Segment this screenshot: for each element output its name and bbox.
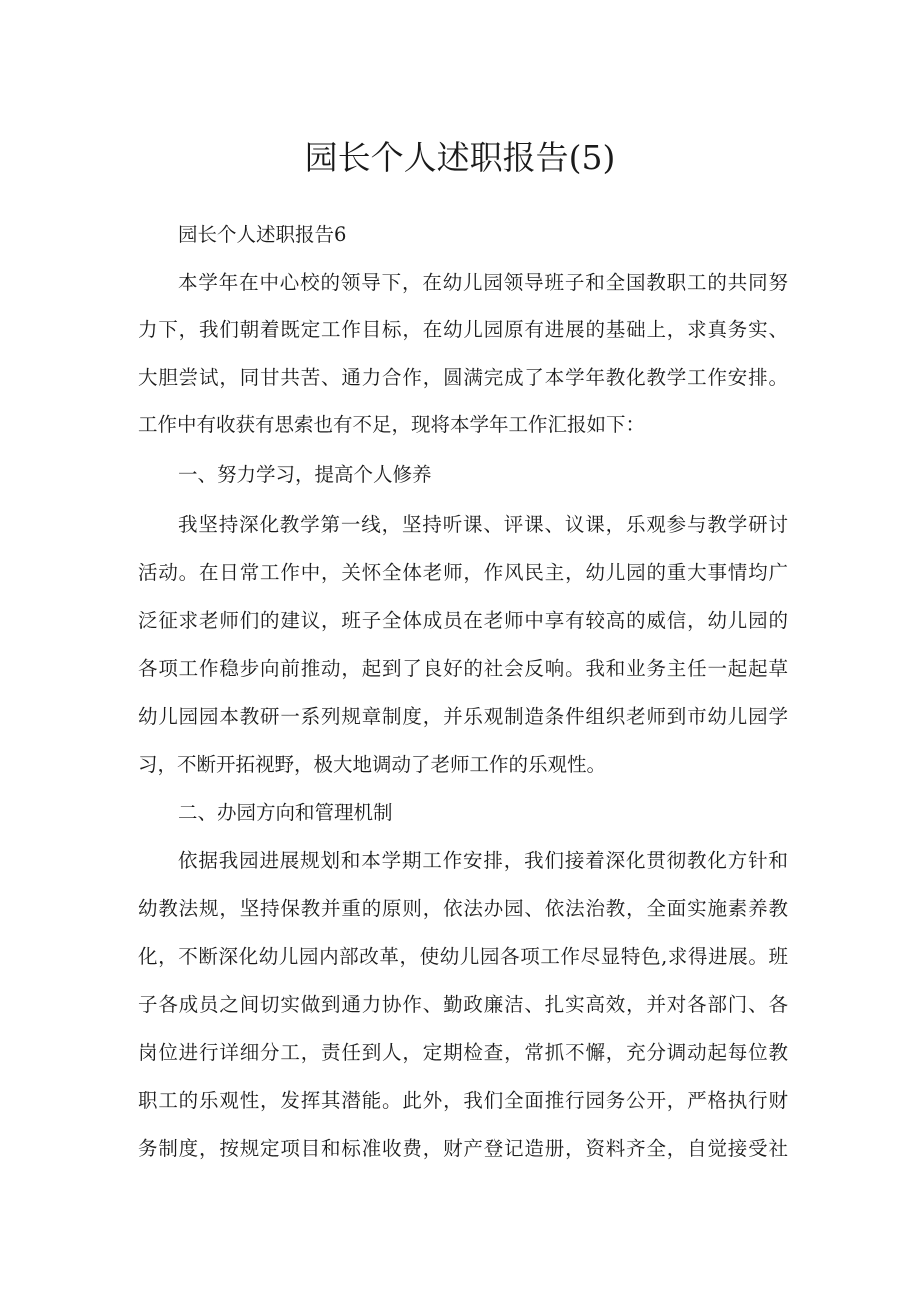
- paragraph-line: 幼儿园园本教研一系列规章制度，并乐观制造条件组织老师到市幼儿园学: [138, 705, 788, 728]
- section-heading: 二、办园方向和管理机制: [178, 801, 393, 824]
- paragraph-line: 本学年在中心校的领导下，在幼儿园领导班子和全国教职工的共同努: [178, 271, 788, 294]
- paragraph-line: 务制度，按规定项目和标准收费，财产登记造册，资料齐全，自觉接受社: [138, 1137, 788, 1160]
- paragraph-line: 活动。在日常工作中，关怀全体老师，作风民主，幼儿园的重大事情均广: [138, 561, 788, 584]
- paragraph-line: 我坚持深化教学第一线，坚持听课、评课、议课，乐观参与教学研讨: [178, 513, 788, 536]
- document-title: 园长个人述职报告(5): [304, 138, 616, 177]
- paragraph-line: 力下，我们朝着既定工作目标，在幼儿园原有进展的基础上，求真务实、: [138, 318, 788, 341]
- paragraph-line: 职工的乐观性，发挥其潜能。此外，我们全面推行园务公开，严格执行财: [138, 1089, 788, 1112]
- paragraph-line: 依据我园进展规划和本学期工作安排，我们接着深化贯彻教化方针和: [178, 849, 788, 872]
- paragraph-line: 泛征求老师们的建议，班子全体成员在老师中享有较高的威信，幼儿园的: [138, 609, 788, 632]
- paragraph-line: 子各成员之间切实做到通力协作、勤政廉洁、扎实高效，并对各部门、各: [138, 993, 788, 1016]
- paragraph-line: 化，不断深化幼儿园内部改革，使幼儿园各项工作尽显特色,求得进展。班: [138, 945, 788, 968]
- paragraph-line: 习，不断开拓视野，极大地调动了老师工作的乐观性。: [138, 753, 607, 776]
- paragraph-line: 工作中有收获有思索也有不足，现将本学年工作汇报如下：: [138, 413, 646, 436]
- paragraph-line: 各项工作稳步向前推动，起到了良好的社会反响。我和业务主任一起起草: [138, 657, 788, 680]
- paragraph-line: 岗位进行详细分工，责任到人，定期检查，常抓不懈，充分调动起每位教: [138, 1041, 788, 1064]
- section-heading: 一、努力学习，提高个人修养: [178, 463, 432, 486]
- paragraph-line: 大胆尝试，同甘共苦、通力合作，圆满完成了本学年教化教学工作安排。: [138, 366, 788, 389]
- paragraph-line: 幼教法规，坚持保教并重的原则，依法办园、依法治教，全面实施素养教: [138, 897, 788, 920]
- document-subtitle: 园长个人述职报告6: [178, 223, 347, 246]
